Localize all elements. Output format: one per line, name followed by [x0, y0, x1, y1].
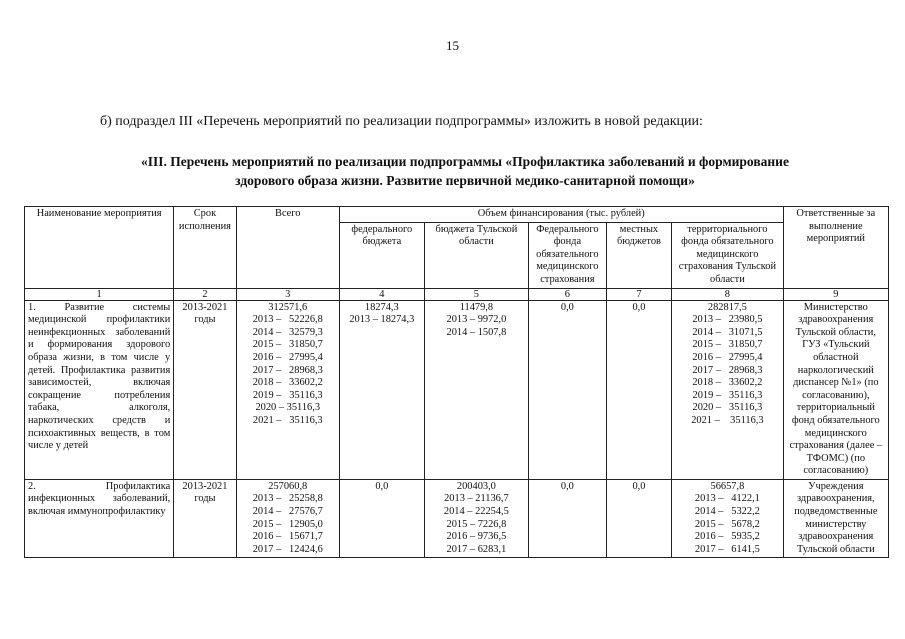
value-line: 0,0	[632, 480, 646, 492]
header-total: Всего	[236, 207, 339, 289]
header-volume: Объем финансирования (тыс. рублей)	[339, 207, 783, 223]
table-row	[25, 479, 889, 558]
value-line: 2015 – 31850,7	[252, 339, 323, 351]
value-line: 2017 – 12424,6	[252, 543, 323, 555]
value-line: 0,0	[560, 480, 574, 492]
value-line: 2016 – 27995,4	[692, 351, 763, 363]
cell-regional	[424, 300, 528, 479]
value-line: 282817,5	[707, 301, 747, 313]
value-line: 2017 – 28968,3	[692, 364, 763, 376]
heading-line-1: «III. Перечень мероприятий по реализации подпрограммы «Профилактика заболеваний и формирование	[141, 154, 789, 169]
value-line: 0,0	[632, 301, 646, 313]
value-line: 2021 – 35116,3	[252, 414, 323, 426]
cell-local	[606, 479, 671, 558]
value-line: 2013 – 25258,8	[252, 493, 323, 505]
value-line: 0,0	[560, 301, 574, 313]
measure-name: 1. Развитие системы медицинской профилактики неинфекционных заболеваний и формирования здорового образа жизни, в том числе у детей. Профилактика развития зависимостей, включая сокращение потребления табака, алкоголя, наркотических средств и психоактивных веществ, в том числе у детей	[25, 300, 174, 479]
measure-name: 2. Профилактика инфекционных заболеваний, включая иммунопрофилактику	[25, 479, 174, 558]
value-line: 2014 – 31071,5	[692, 326, 763, 338]
cell-territorial-fund	[672, 479, 783, 558]
cell-territorial-fund	[672, 300, 783, 479]
heading-line-2: здорового образа жизни. Развитие первичной медико-санитарной помощи»	[235, 173, 695, 188]
col-number: 4	[339, 288, 424, 300]
value-line: 56657,8	[710, 480, 745, 492]
value-line: 200403,0	[456, 480, 496, 492]
value-line: 2016 – 27995,4	[252, 351, 323, 363]
value-line: 2013 – 4122,1	[694, 493, 760, 505]
intro-text: б) подраздел III «Перечень мероприятий по реализации подпрограммы» изложить в новой редакции:	[100, 114, 703, 129]
value-line: 2019 – 35116,3	[692, 389, 763, 401]
cell-total	[236, 300, 339, 479]
cell-federal-fund	[529, 300, 607, 479]
col-number: 1	[25, 288, 174, 300]
value-line: 2014 – 27576,7	[252, 506, 323, 518]
header-federal-fund: Федерального фонда обязательного медицинского страхования	[529, 222, 607, 288]
value-line: 2013 – 21136,7	[444, 493, 509, 505]
col-number: 8	[672, 288, 783, 300]
value-line: 2014 – 5322,2	[694, 506, 760, 518]
value-line: 2014 – 32579,3	[252, 326, 323, 338]
cell-total	[236, 479, 339, 558]
col-number: 5	[424, 288, 528, 300]
col-number: 2	[174, 288, 236, 300]
page-number: 15	[446, 38, 459, 53]
responsible-party: Министерство здравоохранения Тульской области, ГУЗ «Тульский областной наркологический диспансер №1» (по согласованию), территориальный фонд обязательного медицинского страхования (далее – ТФОМС) (по согласованию)	[783, 300, 888, 479]
value-line: 2017 – 28968,3	[252, 364, 323, 376]
cell-federal	[339, 479, 424, 558]
value-line: 2013 – 52226,8	[252, 314, 323, 326]
col-number: 7	[606, 288, 671, 300]
header-territorial-fund: территориального фонда обязательного медицинского страхования Тульской области	[672, 222, 783, 288]
value-line: 2015 – 12905,0	[252, 518, 323, 530]
header-regional: бюджета Тульской области	[424, 222, 528, 288]
header-term: Срок исполнения	[174, 207, 236, 289]
value-line: 2017 – 6141,5	[694, 543, 760, 555]
value-line: 2016 – 9736,5	[446, 531, 507, 543]
cell-federal	[339, 300, 424, 479]
responsible-party: Учреждения здравоохранения, подведомственные министерству здравоохранения Тульской области	[783, 479, 888, 558]
value-line: 2021 – 35116,3	[691, 414, 764, 426]
value-line: 2014 – 22254,5	[443, 506, 509, 518]
value-line: 2015 – 7226,8	[446, 518, 507, 530]
col-number: 6	[529, 288, 607, 300]
cell-local	[606, 300, 671, 479]
value-line: 2013 – 18274,3	[349, 314, 415, 326]
value-line: 18274,3	[364, 301, 399, 313]
col-number: 9	[783, 288, 888, 300]
header-federal: федерального бюджета	[339, 222, 424, 288]
value-line: 2015 – 31850,7	[692, 339, 763, 351]
value-line: 2018 – 33602,2	[252, 377, 323, 389]
value-line: 2015 – 5678,2	[694, 518, 760, 530]
header-responsible: Ответственные за выполнение мероприятий	[783, 207, 888, 289]
value-line: 2013 – 23980,5	[692, 314, 763, 326]
value-line: 11479,8	[459, 301, 494, 313]
table-row	[25, 300, 889, 479]
measures-table	[24, 206, 889, 558]
value-line: 2013 – 9972,0	[446, 314, 507, 326]
value-line: 312571,6	[268, 301, 308, 313]
header-local: местных бюджетов	[606, 222, 671, 288]
value-line: 2016 – 5935,2	[694, 531, 760, 543]
value-line: 2017 – 6283,1	[446, 543, 507, 555]
cell-regional	[424, 479, 528, 558]
value-line: 0,0	[375, 480, 389, 492]
cell-federal-fund	[529, 479, 607, 558]
value-line: 2020 – 35116,3	[255, 402, 321, 414]
value-line: 257060,8	[268, 480, 308, 492]
value-line: 2016 – 15671,7	[252, 531, 323, 543]
value-line: 2019 – 35116,3	[252, 389, 323, 401]
value-line: 2014 – 1507,8	[446, 326, 507, 338]
value-line: 2020 – 35116,3	[692, 402, 763, 414]
measure-term: 2013-2021 годы	[174, 479, 236, 558]
col-number: 3	[236, 288, 339, 300]
section-heading	[80, 152, 850, 190]
header-name: Наименование мероприятия	[25, 207, 174, 289]
value-line: 2018 – 33602,2	[692, 377, 763, 389]
measure-term: 2013-2021 годы	[174, 300, 236, 479]
